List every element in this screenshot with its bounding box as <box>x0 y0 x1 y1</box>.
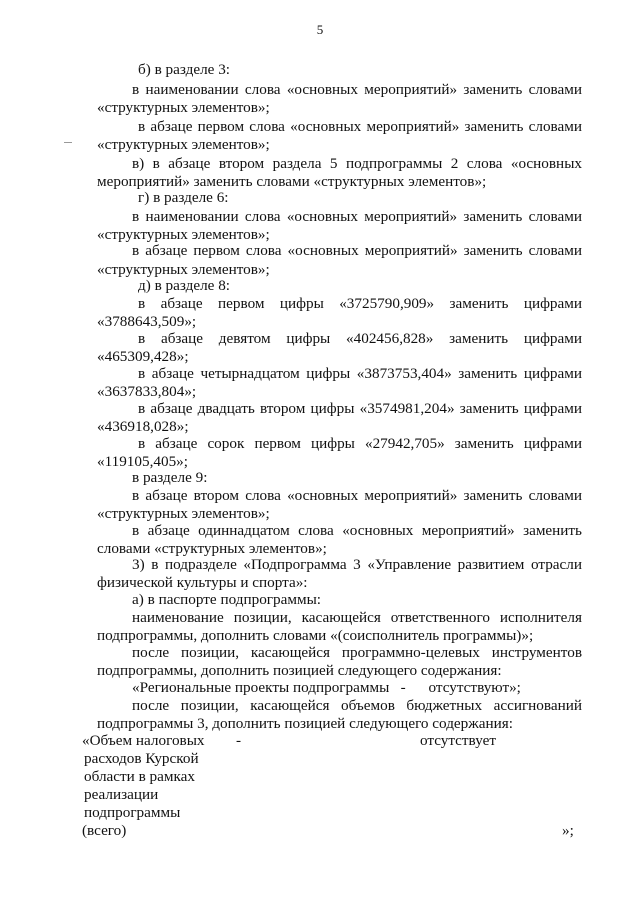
text-line: «119105,405»; <box>97 453 188 470</box>
text-line: «структурных элементов»; <box>97 136 270 153</box>
text-line: физической культуры и спорта»: <box>97 574 308 591</box>
text-line: «3788643,509»; <box>97 313 197 330</box>
text-line: «структурных элементов»; <box>97 226 270 243</box>
text-line: подпрограммы 3, дополнить позицией следующего содержания: <box>97 715 513 732</box>
table-label: (всего) <box>82 822 127 839</box>
text-line: в абзаце втором слова «основных мероприятий» заменить словами <box>132 487 582 504</box>
text-line: 3) в подразделе «Подпрограмма 3 «Управление развитием отрасли <box>132 556 582 573</box>
text-line: после позиции, касающейся программно-целевых инструментов <box>132 644 582 661</box>
text-line: подпрограммы, дополнить словами «(соисполнитель программы)»; <box>97 627 534 644</box>
text-line: в) в абзаце втором раздела 5 подпрограммы 2 слова «основных <box>132 155 582 172</box>
table-value: отсутствует <box>420 732 496 749</box>
text-line: после позиции, касающейся объемов бюджетных ассигнований <box>132 697 582 714</box>
text-line: наименование позиции, касающейся ответственного исполнителя <box>132 609 582 626</box>
table-label: подпрограммы <box>84 804 181 821</box>
text-line: д) в разделе 8: <box>138 277 231 294</box>
text-line: в абзаце одиннадцатом слова «основных мероприятий» заменить <box>132 522 582 539</box>
text-line: б) в разделе 3: <box>138 61 231 78</box>
text-line: в абзаце первом цифры «3725790,909» заменить цифрами <box>138 295 582 312</box>
text-line: в наименовании слова «основных мероприятий» заменить словами <box>132 208 582 225</box>
text-line: «436918,028»; <box>97 418 189 435</box>
table-label: области в рамках <box>84 768 195 785</box>
page-number: 5 <box>316 22 324 37</box>
text-line: в абзаце первом слова «основных мероприятий» заменить словами <box>138 118 582 135</box>
table-label: расходов Курской <box>84 750 199 767</box>
text-line: «3637833,804»; <box>97 383 197 400</box>
table-dash: - <box>236 732 242 749</box>
text-line: «структурных элементов»; <box>97 99 270 116</box>
text-line: в абзаце девятом цифры «402456,828» заменить цифрами <box>138 330 582 347</box>
text-line: в абзаце четырнадцатом цифры «3873753,404» заменить цифрами <box>138 365 582 382</box>
text-line: подпрограммы, дополнить позицией следующего содержания: <box>97 662 502 679</box>
text-line: а) в паспорте подпрограммы: <box>132 591 321 608</box>
text-line: в разделе 9: <box>132 469 208 486</box>
text-line: в абзаце двадцать втором цифры «3574981,204» заменить цифрами <box>138 400 582 417</box>
text-line: «структурных элементов»; <box>97 261 270 278</box>
table-label: «Объем налоговых <box>82 732 205 749</box>
text-line: в абзаце сорок первом цифры «27942,705» заменить цифрами <box>138 435 582 452</box>
text-line: г) в разделе 6: <box>138 189 229 206</box>
text-line: мероприятий» заменить словами «структурных элементов»; <box>97 173 487 190</box>
text-line: «Региональные проекты подпрограммы - отсутствуют»; <box>132 679 521 696</box>
text-line: в наименовании слова «основных мероприятий» заменить словами <box>132 81 582 98</box>
text-line: «465309,428»; <box>97 348 189 365</box>
table-label: реализации <box>84 786 159 803</box>
text-line: «структурных элементов»; <box>97 505 270 522</box>
margin-mark <box>64 142 72 143</box>
text-line: в абзаце первом слова «основных мероприятий» заменить словами <box>132 242 582 259</box>
table-closing-quote: »; <box>562 822 574 839</box>
text-line: словами «структурных элементов»; <box>97 540 327 557</box>
